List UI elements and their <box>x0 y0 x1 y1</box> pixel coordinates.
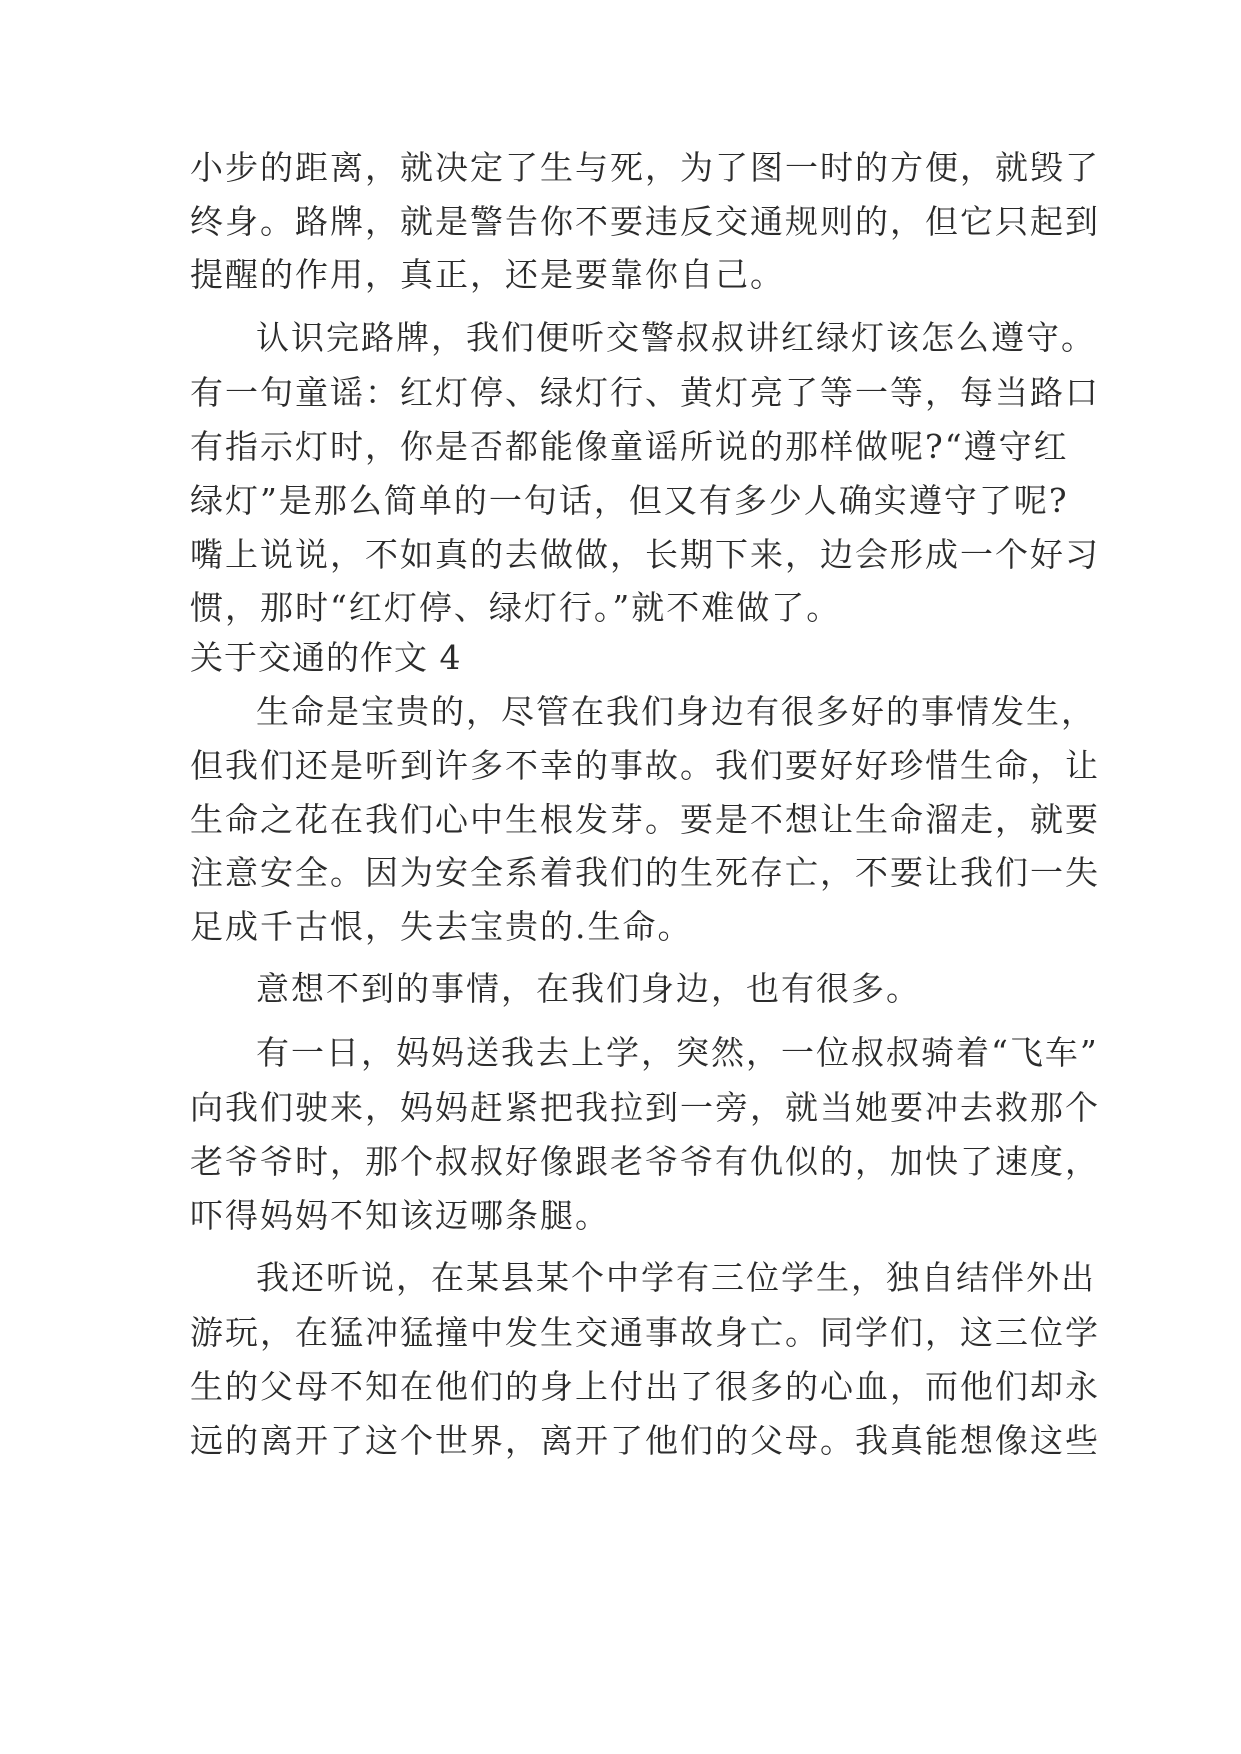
text-line: 绿灯”是那么简单的一句话，但又有多少人确实遵守了呢? <box>190 481 1069 520</box>
text-line: 意想不到的事情，在我们身边，也有很多。 <box>256 969 921 1008</box>
text-line: 终身。路牌，就是警告你不要违反交通规则的，但它只起到 <box>190 202 1100 241</box>
text-line: 老爷爷时，那个叔叔好像跟老爷爷有仇似的，加快了速度， <box>190 1142 1100 1181</box>
text-line: 嘴上说说，不如真的去做做，长期下来，边会形成一个好习 <box>190 535 1100 574</box>
text-line: 有一日，妈妈送我去上学，突然，一位叔叔骑着“飞车” <box>256 1033 1099 1072</box>
text-line: 有指示灯时，你是否都能像童谣所说的那样做呢?“遵守红 <box>190 427 1069 466</box>
section-heading: 关于交通的作文 4 <box>190 638 462 677</box>
text-line: 吓得妈妈不知该迈哪条腿。 <box>190 1196 610 1235</box>
text-line: 远的离开了这个世界，离开了他们的父母。我真能想像这些 <box>190 1421 1100 1460</box>
text-line: 提醒的作用，真正，还是要靠你自己。 <box>190 255 785 294</box>
text-line: 向我们驶来，妈妈赶紧把我拉到一旁，就当她要冲去救那个 <box>190 1088 1100 1127</box>
text-line: 注意安全。因为安全系着我们的生死存亡，不要让我们一失 <box>190 853 1100 892</box>
text-line: 惯，那时“红灯停、绿灯行。”就不难做了。 <box>190 588 842 627</box>
text-line: 生命是宝贵的，尽管在我们身边有很多好的事情发生， <box>256 692 1096 731</box>
text-line: 有一句童谣：红灯停、绿灯行、黄灯亮了等一等，每当路口 <box>190 373 1100 412</box>
text-line: 我还听说，在某县某个中学有三位学生，独自结伴外出 <box>256 1258 1096 1297</box>
text-line: 生命之花在我们心中生根发芽。要是不想让生命溜走，就要 <box>190 800 1100 839</box>
text-line: 但我们还是听到许多不幸的事故。我们要好好珍惜生命，让 <box>190 746 1100 785</box>
text-line: 游玩，在猛冲猛撞中发生交通事故身亡。同学们，这三位学 <box>190 1313 1100 1352</box>
text-line: 足成千古恨，失去宝贵的.生命。 <box>190 907 693 946</box>
text-line: 小步的距离，就决定了生与死，为了图一时的方便，就毁了 <box>190 148 1100 187</box>
text-line: 生的父母不知在他们的身上付出了很多的心血，而他们却永 <box>190 1367 1100 1406</box>
text-line: 认识完路牌，我们便听交警叔叔讲红绿灯该怎么遵守。 <box>256 318 1096 357</box>
